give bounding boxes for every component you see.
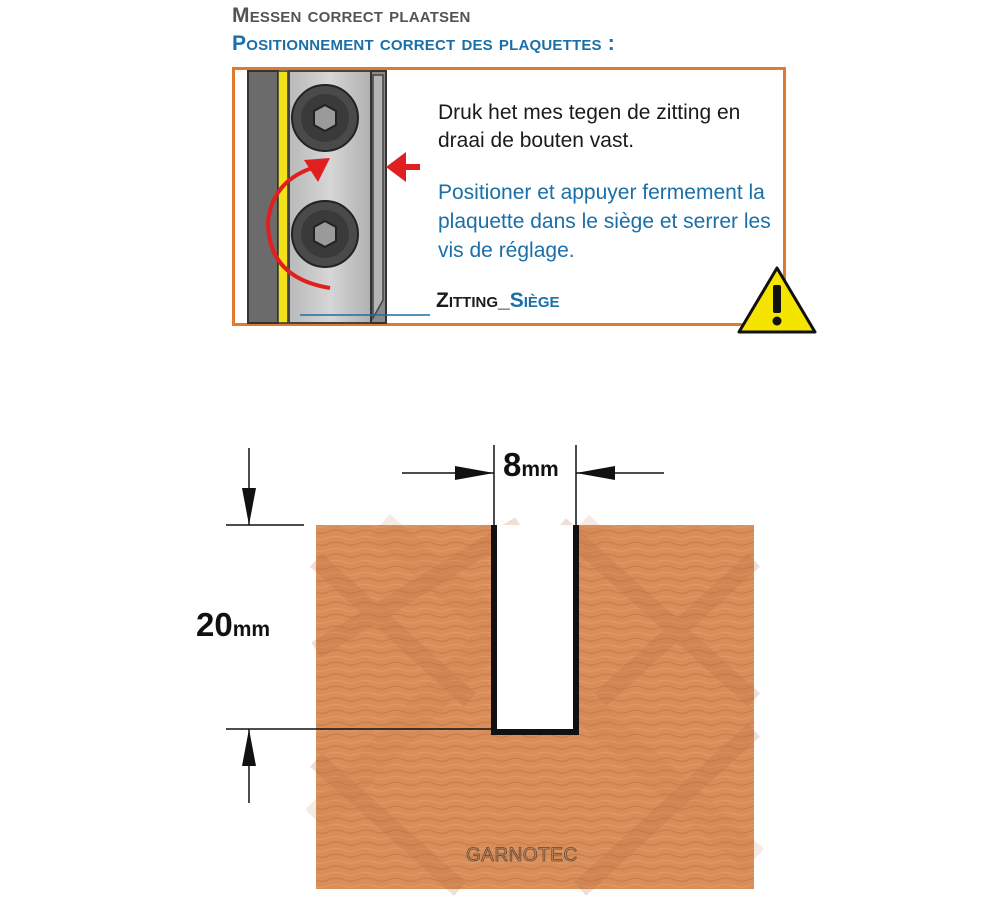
instruction-text-dutch: Druk het mes tegen de zitting en draai de bouten vast. xyxy=(438,101,741,152)
watermark: GARNOTEC xyxy=(466,845,578,866)
press-arrow-icon xyxy=(386,152,420,182)
seat-label xyxy=(436,289,560,313)
depth-unit: mm xyxy=(232,618,271,641)
hex-socket-bolt-icon xyxy=(292,201,358,267)
hex-socket-bolt-icon xyxy=(292,85,358,151)
instruction-text-french: Positioner et appuyer fermement la plaquette dans le siège et serrer les vis de réglage. xyxy=(438,181,771,262)
depth-dimension-label xyxy=(196,606,270,644)
title-dutch: Messen correct plaatsen xyxy=(232,4,471,27)
seat-label-dutch: Zitting xyxy=(436,289,498,312)
groove-slot xyxy=(494,525,576,732)
seat-label-separator: _ xyxy=(498,289,510,312)
title-french: Positionnement correct des plaquettes : xyxy=(232,32,615,55)
width-value: 8 xyxy=(503,446,522,483)
seat-label-french: Siège xyxy=(509,289,560,312)
width-dimension-label xyxy=(503,446,559,484)
knife-blade xyxy=(278,71,288,323)
depth-value: 20 xyxy=(196,606,233,643)
width-unit: mm xyxy=(521,458,559,481)
warning-triangle-icon xyxy=(739,268,815,332)
